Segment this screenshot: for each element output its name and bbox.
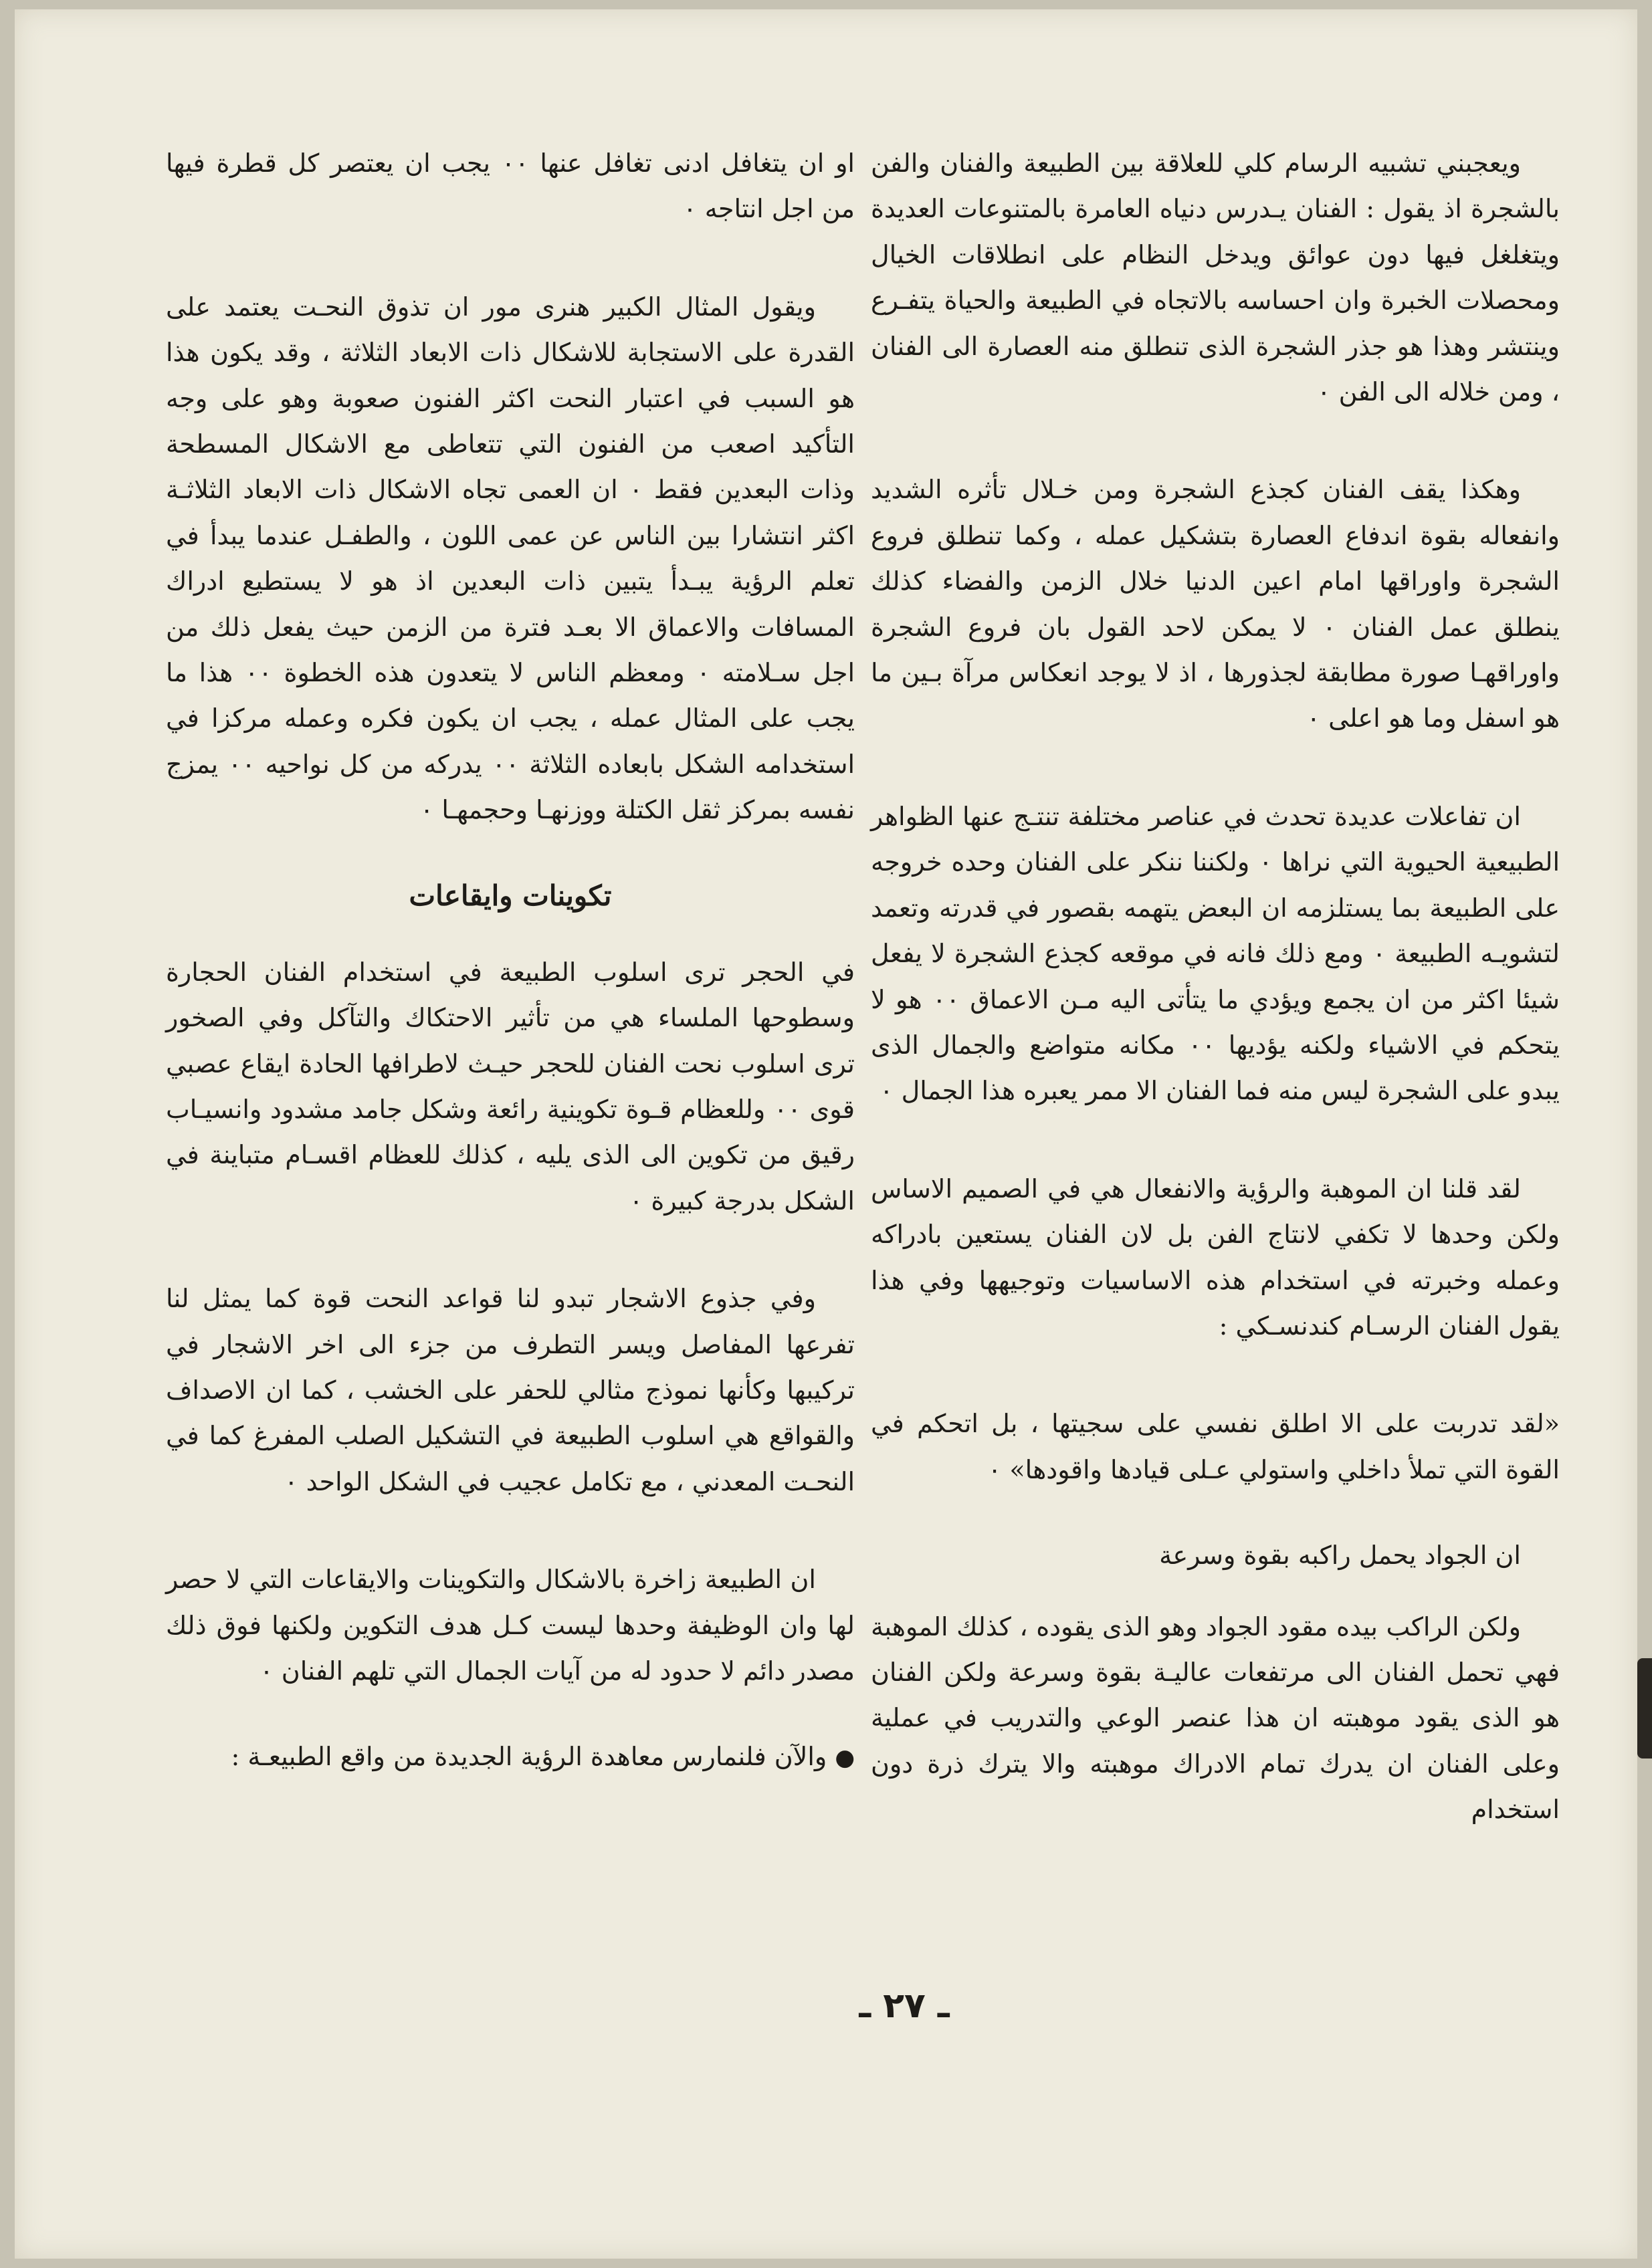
paragraph: ان تفاعلات عديدة تحدث في عناصر مختلفة تنتـج عنها الظواهر الطبيعية الحيوية التي نراها ٠ ولكننا ننكر على الفنان وحده خروجه على الطبيعة بما يستلزمه ان البعض يتهمه بقصور في قدرته وتعمد لتشويـه الطبيعة ٠ ومع ذلك فانه في موقعه كجذع الشجرة لا يفعل شيئا اكثر من ان يجمع ويؤدي ما يتأتى اليه مـن الاعماق ٠٠ هو لا يتحكم في الاشياء ولكنه يؤديها ٠٠ مكانه متواضع والجمال الذى يبدو على الشجرة ليس منه فما الفنان الا ممر يعبره هذا الجمال ٠ [871,801,1560,1106]
binder-clip [1637,1658,1652,1759]
paragraph: او ان يتغافل ادنى تغافل عنها ٠٠ يجب ان يعتصر كل قطرة فيها من اجل انتاجه ٠ [166,148,855,224]
book-page [15,9,1637,2259]
paragraph: ويعجبني تشبيه الرسام كلي للعلاقة بين الطبيعة والفنان والفن بالشجرة اذ يقول : الفنان يـدرس دنياه العامرة بالمتنوعات العديدة ويتغلغل فيها دون عوائق ويدخل النظام على انطلاقات الخيال ومحصلات الخبرة وان احساسه بالاتجاه في الطبيعة والحياة يتفـرع وينتشر وهذا هو جذر الشجرة الذى تنطلق منه العصارة الى الفنان ، ومن خلاله الى الفن ٠ [871,148,1560,407]
bullet-text: والآن فلنمارس معاهدة الرؤية الجديدة من واقع الطبيعـة : [231,1742,827,1772]
paragraph: في الحجر ترى اسلوب الطبيعة في استخدام الفنان الحجارة وسطوحها الملساء هي من تأثير الاحتكاك والتآكل وفي الصخور ترى اسلوب نحت الفنان للحجر حيـث لاطرافها الحادة ايقاع عصبي قوى ٠٠ وللعظام قـوة تكوينية رائعة وشكل جامد مشدود وانسيـاب رقيق من تكوين الى الذى يليه ، كذلك للعظام اقسـام متباينة في الشكل بدرجة كبيرة ٠ [166,957,855,1216]
paragraph: ويقول المثال الكبير هنرى مور ان تذوق النحـت يعتمد على القدرة على الاستجابة للاشكال ذات الابعاد الثلاثة ، وقد يكون هذا هو السبب في اعتبار النحت اكثر الفنون صعوبة وهو على وجه التأكيد اصعب من الفنون التي تتعاطى مع الاشكال المسطحة وذات البعدين فقط ٠ ان العمى تجاه الاشكال ذات الابعاد الثلاثـة اكثر انتشارا بين الناس عن عمى اللون ، والطفـل عندما يبدأ في تعلم الرؤية يبـدأ يتبين ذات البعدين اذ هو لا يستطيع ادراك المسافات والاعماق الا بعـد فترة من الزمن حيث يفعل ذلك من اجل سـلامته ٠ ومعظم الناس لا يتعدون هذه الخطوة ٠٠ هذا ما يجب على المثال عمله ، يجب ان يكون فكره وعمله مركزا في استخدامه الشكل بابعاده الثلاثة ٠٠ يدركه من كل نواحيه ٠٠ يمزج نفسه بمركز ثقل الكتلة ووزنهـا وحجمهـا ٠ [166,292,855,825]
paragraph: وفي جذوع الاشجار تبدو لنا قواعد النحت قوة كما يمثل لنا تفرعها المفاصل ويسر التطرف من جزء الى اخر الاشجار في تركيبها وكأنها نموذج مثالي للحفر على الخشب ، كما ان الاصداف والقواقع هي اسلوب الطبيعة في التشكيل الصلب المفرغ كما في النحـت المعدني ، مع تكامل عجيب في الشكل الواحد ٠ [166,1284,855,1496]
quote-paragraph: «لقد تدربت على الا اطلق نفسي على سجيتها ، بل اتحكم في القوة التي تملأ داخلي واستولي عـلى قيادها واقودها» ٠ [871,1409,1560,1484]
bullet-paragraph [166,1734,855,1781]
paragraph: لقد قلنا ان الموهبة والرؤية والانفعال هي في الصميم الاساس ولكن وحدها لا تكفي لانتاج الفن بل لان الفنان يستعين بادراكه وعمله وخبرته في استخدام هذه الاساسيات وتوجيهها وفي هذا يقول الفنان الرسـام كندنسـكي : [871,1173,1560,1341]
page-number: ـ ٢٧ ـ [859,1986,950,2026]
paragraph: ان الجواد يحمل راكبه بقوة وسرعة [1159,1541,1521,1571]
paragraph: ولكن الراكب بيده مقود الجواد وهو الذى يقوده ، كذلك الموهبة فهي تحمل الفنان الى مرتفعات عاليـة بقوة وسرعة ولكن الفنان هو الذى يقود موهبته ان هذا عنصر الوعي والتدريب في عملية وعلى الفنان ان يدرك تمام الادراك موهبته والا يترك ذرة دون استخدام [871,1611,1560,1825]
section-heading: تكوينات وايقاعات [409,879,612,912]
bullet-dot-icon: ● [835,1744,855,1772]
paragraph: ان الطبيعة زاخرة بالاشكال والتكوينات والايقاعات التي لا حصر لها وان الوظيفة وحدها ليست كـل هدف التكوين ولكنها فوق ذلك مصدر دائم لا حدود له من آيات الجمال التي تلهم الفنان ٠ [166,1565,855,1686]
right-column [871,140,1560,1833]
paragraph: وهكذا يقف الفنان كجذع الشجرة ومن خـلال تأثره الشديد وانفعاله بقوة اندفاع العصارة بتشكيل عمله ، وكما تنطلق فروع الشجرة واوراقها امام اعين الدنيا خلال الزمن والفضاء كذلك ينطلق عمل الفنان ٠ لا يمكن لاحد القول بان فروع الشجرة واوراقهـا صورة مطابقة لجذورها ، اذ لا يوجد انعكاس مرآة بـين ما هو اسفل وما هو اعلى ٠ [871,475,1560,733]
left-column [166,140,855,1781]
